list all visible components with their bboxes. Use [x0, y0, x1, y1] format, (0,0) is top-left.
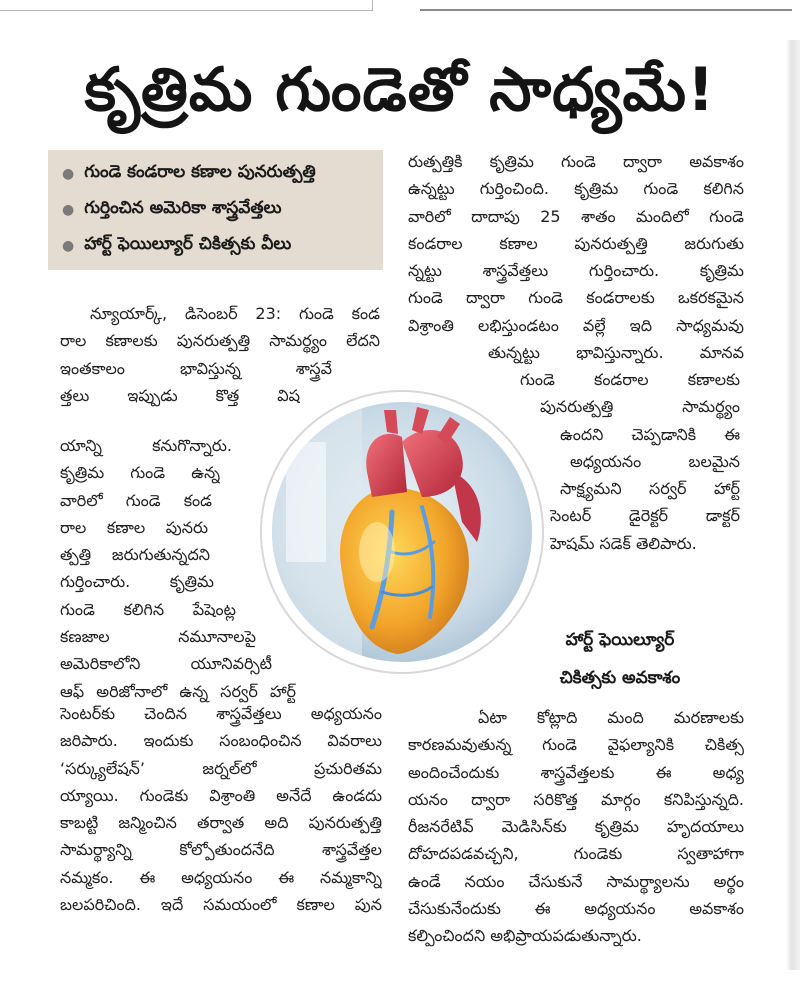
article-headline: కృత్రిమ గుండెతో సాధ్యమే! [84, 55, 716, 125]
text-line: ఉండే నయం చేసుకునే సామర్థ్యాలను అర్థం [408, 871, 744, 891]
text-line: గుండె కండరాల కణాలకు [520, 370, 740, 389]
body-column-left-bottom [60, 700, 382, 918]
text-line: వారిలో గుండె కండ [60, 490, 212, 510]
bullet-icon: ● [62, 202, 75, 218]
subheading-line-1: హార్ట్ ఫెయిల్యూర్ [565, 630, 675, 650]
text-line: అధ్యయనం బలమైన [570, 451, 740, 471]
text-line: వారిలో దాదాపు 25 శాతం మందిలో గుండె [408, 206, 744, 226]
highlight-item: ● హార్ట్ ఫెయిల్యూర్ చికిత్సకు వీలు [62, 234, 292, 254]
text-line: జరిపారు. ఇందుకు సంబంధించిన వివరాలు [60, 731, 382, 751]
text-line: రీజనరేటివ్ మెడిసిన్‌కు కృత్రిమ హృదయాలు [408, 817, 744, 837]
text-line: కణజాల నమూనాలపై [60, 627, 256, 647]
heart-illustration-icon [272, 402, 532, 662]
text-line: నమ్మకం. ఈ అధ్యయనం ఈ నమ్మకాన్ని [60, 867, 382, 887]
text-line: కాబట్టి జన్మించిన తర్వాత అది పునరుత్పత్తి [60, 813, 382, 833]
text-line: గుండె కలిగిన పేషెంట్ల [60, 599, 236, 619]
text-line: కండరాల కణాల పునరుత్పత్తి జరుగుతు [408, 233, 744, 253]
text-line: రాల కణాలకు పునరుత్పత్తి సామర్థ్యం లేదని [60, 331, 380, 351]
highlight-item: ● గుండె కండరాల కణాల పునరుత్పత్తి [62, 162, 316, 182]
text-line: త్పత్తి జరుగుతున్నదని [60, 545, 210, 565]
body-column-right-wrap [510, 366, 740, 557]
text-line: యనం ద్వారా సరికొత్త మార్గం కనిపిస్తున్నది. [408, 789, 744, 809]
body-column-left-top [60, 300, 380, 409]
text-line: చేసుకునేందుకు ఈ అధ్యయనం అవకాశం [408, 899, 744, 919]
bullet-icon: ● [62, 238, 75, 254]
text-line: యాన్ని కనుగొన్నారు. [60, 436, 232, 455]
text-line: తున్నట్టు భావిస్తున్నారు. మానవ [488, 343, 744, 363]
text-line: హెషమ్ సడెక్ తెలిపారు. [550, 533, 697, 553]
body-column-right-top [408, 148, 744, 366]
page-edge-shadow [786, 40, 800, 970]
text-line: ఆఫ్ అరిజోనాలో ఉన్న సర్వర్ హార్ట్ [60, 681, 296, 701]
text-line: సామర్థ్యాన్ని కోల్పోతుందనేది శాస్త్రవేత్తల [60, 840, 382, 860]
text-line: బలపరిచింది. ఇదే సమయంలో కణాల పున [60, 895, 382, 915]
top-rule-right [420, 9, 792, 11]
heart-image [262, 392, 542, 672]
bullet-icon: ● [62, 166, 75, 182]
highlights-box [48, 150, 383, 270]
highlight-item: ● గుర్తించిన అమెరికా శాస్త్రవేత్తలు [62, 198, 282, 218]
text-line: రుత్పత్తికి కృత్రిమ గుండె ద్వారా అవకాశం [408, 152, 744, 171]
text-line: ‘సర్క్యులేషన్’ జర్నల్‌లో ప్రచురితమ [60, 758, 382, 778]
text-line: దోహదపడవచ్చని, గుండెకు స్వతాహాగా [408, 844, 744, 864]
text-line: అమెరికాలోని యూనివర్సిటీ [60, 654, 272, 674]
text-line: గుర్తించారు. కృత్రిమ [60, 572, 214, 592]
text-line: కృత్రిమ గుండె ఉన్న [60, 463, 220, 483]
top-rule-left [0, 0, 373, 11]
text-line: సాక్ష్యమని సర్వర్ హార్ట్ [560, 479, 740, 499]
text-line: కల్పించిందని అభిప్రాయపడుతున్నారు. [408, 926, 642, 946]
text-line: య్యాయి. గుండెకు విశ్రాంతి అనేదే ఉండదు [60, 785, 382, 805]
body-column-left-wrap [60, 432, 300, 705]
text-line: సెంటర్ డైరెక్టర్ డాక్టర్ [550, 506, 740, 526]
text-line: రాల కణాల పునరు [60, 517, 208, 537]
text-line: గుండె ద్వారా గుండె కండరాలకు ఒకరకమైన [408, 288, 744, 308]
text-line: ఉందని చెప్పడానికి ఈ [560, 424, 740, 444]
text-line: న్నట్టు శాస్త్రవేత్తలు గుర్తించారు. కృత్రిమ [408, 261, 744, 281]
text-line: పునరుత్పత్తి సామర్థ్యం [540, 397, 740, 417]
subheading-line-2: చికిత్సకు అవకాశం [559, 668, 681, 688]
text-line: న్యూయార్క్, డిసెంబర్ 23: గుండె కండ [90, 304, 380, 323]
text-line: ఇంతకాలం భావిస్తున్న శాస్త్రవే [60, 358, 332, 378]
body-column-right-bottom [408, 704, 744, 950]
text-line: ఉన్నట్టు గుర్తించింది. కృత్రిమ గుండె కలిగిన [408, 179, 744, 199]
text-line: కారణమవుతున్న గుండె వైఫల్యానికి చికిత్స [408, 735, 744, 755]
text-line: సెంటర్‌కు చెందిన శాస్త్రవేత్తలు అధ్యయనం [60, 704, 382, 723]
text-line: విశ్రాంతి లభిస్తుండటం వల్లే ఇది సాధ్యమవు [408, 315, 744, 335]
text-line: ఏటా కోట్లాది మంది మరణాలకు [478, 708, 744, 727]
text-line: అందించేందుకు శాస్త్రవేత్తలకు ఈ అధ్య [408, 762, 744, 782]
text-line: త్తలు ఇప్పుడు కొత్త విష [60, 385, 300, 405]
